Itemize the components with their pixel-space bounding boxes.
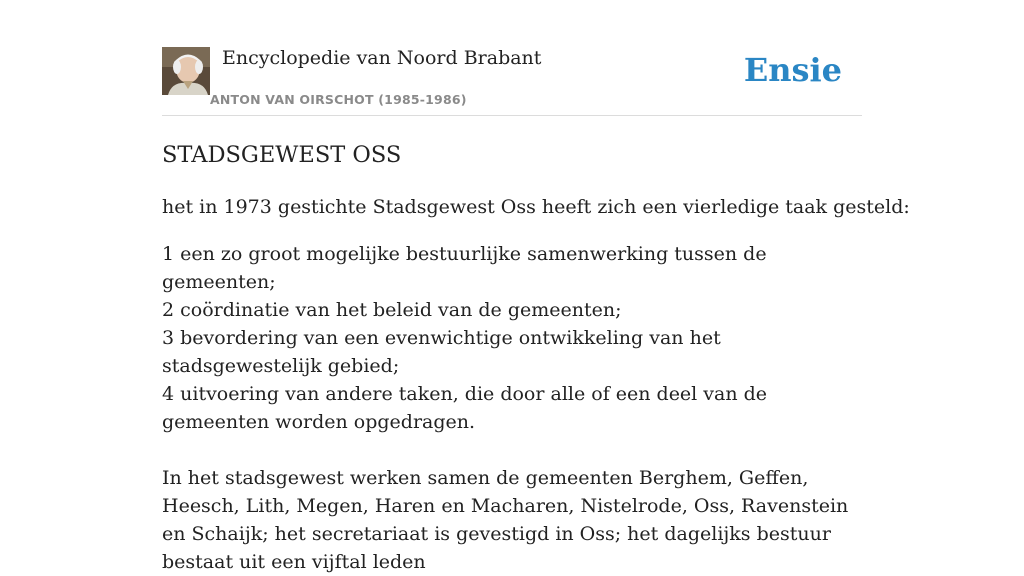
entry-header [162, 46, 862, 116]
task-list [162, 240, 822, 436]
author-portrait-icon [162, 47, 210, 95]
source-title[interactable]: Encyclopedie van Noord Brabant [222, 47, 542, 69]
entry-title: STADSGEWEST OSS [162, 142, 402, 168]
task-item: 2 coördinatie van het beleid van de gemeenten; [162, 299, 622, 321]
entry-intro: het in 1973 gestichte Stadsgewest Oss heeft zich een vierledige taak gesteld: [162, 196, 910, 218]
author-avatar[interactable] [162, 47, 210, 95]
entry-paragraph: In het stadsgewest werken samen de gemeenten Berghem, Geffen, Heesch, Lith, Megen, Haren en Macharen, Nistelrode, Oss, Ravenstein en Schaijk; het secretariaat is gevestigd in Oss; het dagelijks bestuur bestaat uit een vijftal leden [162, 467, 849, 573]
task-item: 3 bevordering van een evenwichtige ontwikkeling van het stadsgewestelijk gebied; [162, 327, 721, 377]
ensie-logo-link[interactable]: Ensie [743, 51, 842, 89]
task-item: 4 uitvoering van andere taken, die door alle of een deel van de gemeenten worden opgedragen. [162, 383, 768, 433]
task-item: 1 een zo groot mogelijke bestuurlijke samenwerking tussen de gemeenten; [162, 243, 767, 293]
source-author[interactable]: ANTON VAN OIRSCHOT (1985-1986) [210, 92, 467, 107]
entry-content [162, 137, 910, 576]
